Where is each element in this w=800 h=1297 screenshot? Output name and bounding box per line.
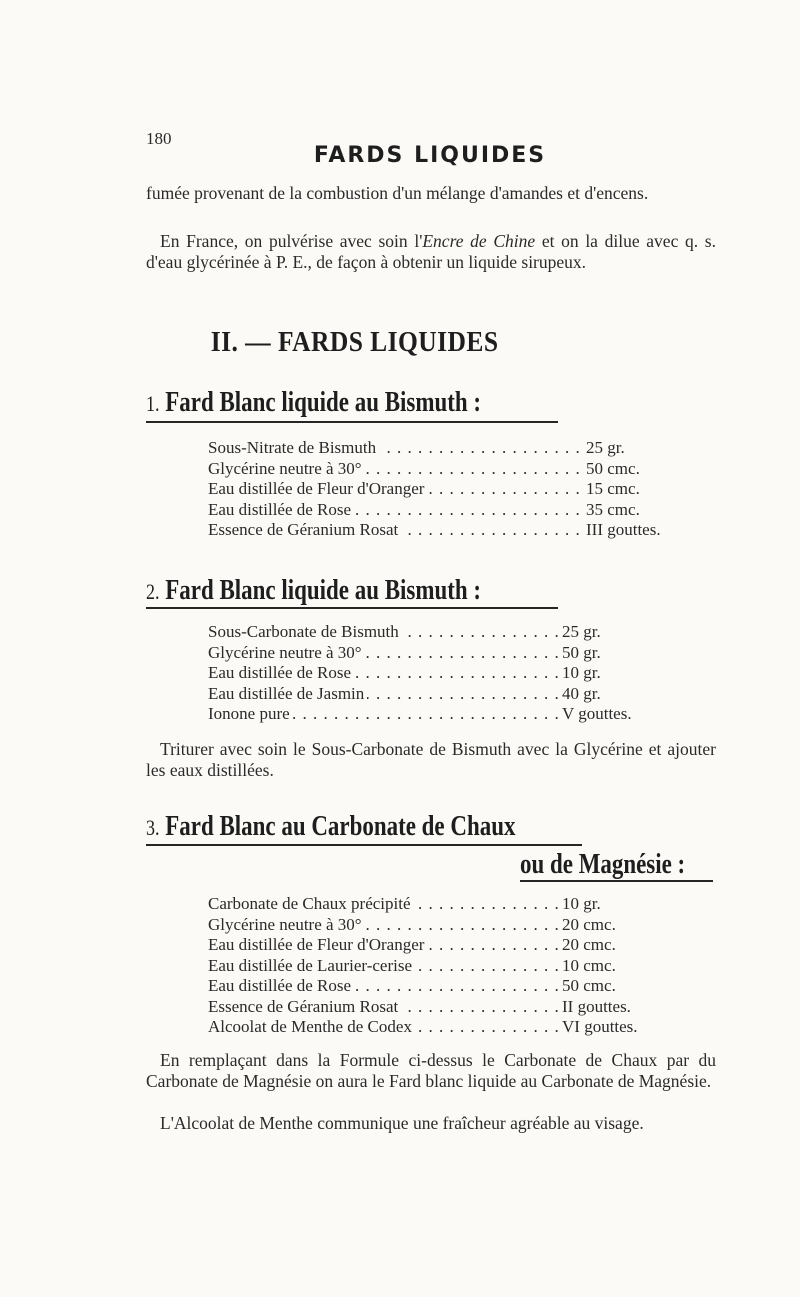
ingredient-row xyxy=(208,438,661,459)
recipe-2-underline xyxy=(146,607,558,609)
recipe-2-note: Triturer avec soin le Sous-Carbonate de Bismuth avec la Glycérine et ajouter les eaux distillées. xyxy=(146,739,716,780)
ingredient-row xyxy=(208,1017,638,1038)
ingredient-qty: 40 gr. xyxy=(562,683,601,703)
recipe-1-underline xyxy=(146,421,558,423)
ingredient-qty: 10 cmc. xyxy=(562,955,616,975)
ingredient-qty: 20 cmc. xyxy=(562,935,616,954)
ingredient-row xyxy=(208,459,661,480)
running-header: FARDS LIQUIDES xyxy=(313,143,547,168)
ingredient-qty: 25 gr. xyxy=(562,622,601,641)
recipe-1-title xyxy=(146,387,481,419)
recipe-3-title xyxy=(146,811,515,843)
ingredient-row xyxy=(208,643,632,664)
ingredient-row xyxy=(208,479,661,500)
ingredient-row xyxy=(208,663,632,684)
recipe-2-title-text: Fard Blanc liquide au Bismuth : xyxy=(165,575,482,606)
ingredient-name: Sous-Carbonate de Bismuth xyxy=(208,622,402,641)
section-title: II. — FARDS LIQUIDES xyxy=(210,326,499,358)
ingredient-row xyxy=(208,894,638,915)
ingredient-qty: 50 gr. xyxy=(562,642,601,662)
ingredient-name: Eau distillée de Fleur d'Oranger xyxy=(208,935,427,954)
ingredient-qty: 50 cmc. xyxy=(562,976,616,995)
intro-text-after: et on la dilue avec q. s. d'eau glycérinée à P. E., de façon à obtenir un liquide sirupeux. xyxy=(146,231,716,272)
ingredient-name: Essence de Géranium Rosat xyxy=(208,520,401,539)
page-number: 180 xyxy=(146,129,172,148)
ingredient-qty: 50 cmc. xyxy=(586,458,640,478)
recipe-3-ingredients xyxy=(208,894,638,1038)
ingredient-name: Eau distillée de Rose xyxy=(208,663,354,682)
intro-text-before: En France, on pulvérise avec soin l' xyxy=(160,231,423,251)
ingredient-name: Eau distillée de Rose xyxy=(208,976,354,995)
ingredient-name: Eau distillée de Laurier-cerise xyxy=(208,956,415,975)
ingredient-qty: 35 cmc. xyxy=(586,499,640,519)
recipe-2-ingredients xyxy=(208,622,632,725)
ingredient-name: Eau distillée de Rose xyxy=(208,500,354,519)
ingredient-row xyxy=(208,704,632,725)
recipe-2-number: 2. xyxy=(146,579,160,604)
ingredient-row xyxy=(208,956,638,977)
recipe-3-note-2: L'Alcoolat de Menthe communique une fraîcheur agréable au visage. xyxy=(160,1113,644,1133)
recipe-3-note: En remplaçant dans la Formule ci-dessus le Carbonate de Chaux par du Carbonate de Magnésie on aura le Fard blanc liquide au Carbonate de Magnésie. xyxy=(146,1050,716,1091)
intro-italic-term: Encre de Chine xyxy=(422,231,536,251)
recipe-1-number: 1. xyxy=(146,391,160,416)
ingredient-name: Carbonate de Chaux précipité xyxy=(208,894,414,913)
ingredient-qty: II gouttes. xyxy=(562,996,631,1016)
ingredient-name: Sous-Nitrate de Bismuth xyxy=(208,438,379,457)
ingredient-row xyxy=(208,500,661,521)
ingredient-qty: 10 gr. xyxy=(562,663,601,682)
ingredient-row xyxy=(208,684,632,705)
ingredient-name: Eau distillée de Fleur d'Oranger xyxy=(208,479,427,498)
recipe-3-title-text: Fard Blanc au Carbonate de Chaux xyxy=(165,811,516,842)
ingredient-name: Alcoolat de Menthe de Codex xyxy=(208,1017,415,1036)
ingredient-row xyxy=(208,915,638,936)
ingredient-name: Essence de Géranium Rosat xyxy=(208,997,401,1016)
ingredient-qty: V gouttes. xyxy=(562,704,632,723)
ingredient-name: Glycérine neutre à 30° xyxy=(208,915,365,934)
recipe-3-underline xyxy=(146,844,582,846)
ingredient-row xyxy=(208,976,638,997)
ingredient-name: Eau distillée de Jasmin xyxy=(208,684,367,703)
ingredient-name: Glycérine neutre à 30° xyxy=(208,643,365,662)
ingredient-row xyxy=(208,622,632,643)
recipe-3-underline-2 xyxy=(520,880,713,882)
ingredient-name: Ionone pure xyxy=(208,704,293,723)
ingredient-qty: 25 gr. xyxy=(586,438,625,457)
intro-paragraph-2 xyxy=(146,231,716,273)
ingredient-qty: VI gouttes. xyxy=(562,1017,638,1036)
recipe-1-ingredients xyxy=(208,438,661,541)
ingredient-row xyxy=(208,935,638,956)
ingredient-qty: 20 cmc. xyxy=(562,914,616,934)
ingredient-qty: 10 gr. xyxy=(562,894,601,913)
recipe-3-title-line-2: ou de Magnésie : xyxy=(520,849,686,880)
recipe-2-title xyxy=(146,575,481,607)
intro-paragraph-1: fumée provenant de la combustion d'un mélange d'amandes et d'encens. xyxy=(146,183,649,203)
recipe-3-number: 3. xyxy=(146,815,160,840)
recipe-1-title-text: Fard Blanc liquide au Bismuth : xyxy=(165,387,482,418)
ingredient-qty: 15 cmc. xyxy=(586,479,640,498)
ingredient-row xyxy=(208,520,661,541)
ingredient-row xyxy=(208,997,638,1018)
ingredient-name: Glycérine neutre à 30° xyxy=(208,459,365,478)
ingredient-qty: III gouttes. xyxy=(586,520,661,539)
